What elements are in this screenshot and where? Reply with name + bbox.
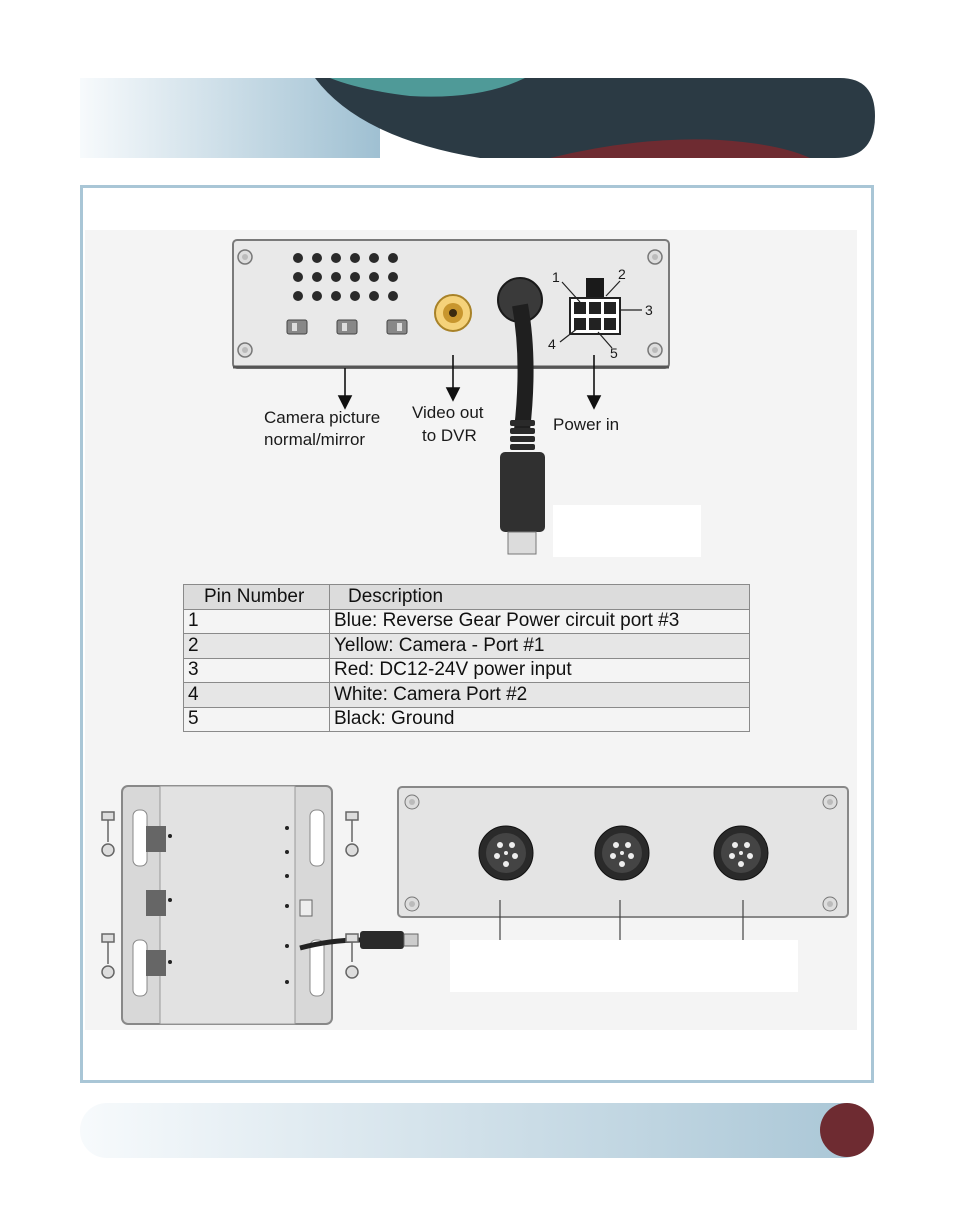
camera-port-connector-icon bbox=[595, 826, 649, 880]
screw-icon bbox=[648, 250, 662, 264]
description-cell: Yellow: Camera - Port #1 bbox=[330, 634, 750, 659]
grille-dot bbox=[350, 272, 360, 282]
mirror-switch-icon bbox=[337, 320, 357, 334]
grille-dot bbox=[350, 291, 360, 301]
grille-dot bbox=[369, 253, 379, 263]
pin-cell: 5 bbox=[184, 707, 330, 732]
screw-icon bbox=[238, 250, 252, 264]
grille-dot bbox=[369, 272, 379, 282]
label-video-out: Video out bbox=[412, 403, 484, 422]
label-camera-picture: Camera picture bbox=[264, 408, 381, 427]
mirror-switch-icon bbox=[287, 320, 307, 334]
grille-dot bbox=[331, 272, 341, 282]
grille-dot bbox=[293, 253, 303, 263]
mirror-switch-icon bbox=[387, 320, 407, 334]
pin-callout-4: 4 bbox=[548, 336, 556, 352]
screw-icon bbox=[405, 795, 419, 809]
label-power-in: Power in bbox=[553, 415, 620, 434]
grille-dot bbox=[331, 291, 341, 301]
grille-dot bbox=[312, 272, 322, 282]
footer-dot-icon bbox=[820, 1103, 874, 1157]
grille-dot bbox=[388, 272, 398, 282]
grille-dot bbox=[388, 291, 398, 301]
pin-callout-2: 2 bbox=[618, 266, 626, 282]
grille-dot bbox=[331, 253, 341, 263]
grille-dot bbox=[312, 253, 322, 263]
description-cell: White: Camera Port #2 bbox=[330, 683, 750, 708]
pin-table bbox=[183, 584, 750, 732]
blank-patch bbox=[553, 505, 701, 557]
grille-dot bbox=[350, 253, 360, 263]
grille-dot bbox=[312, 291, 322, 301]
pin-cell: 1 bbox=[184, 609, 330, 634]
pin-cell: 2 bbox=[184, 634, 330, 659]
table-row bbox=[184, 609, 750, 634]
table-row bbox=[184, 683, 750, 708]
grille-dot bbox=[293, 272, 303, 282]
pin-cell: 4 bbox=[184, 683, 330, 708]
pin-callout-1: 1 bbox=[552, 269, 560, 285]
camera-port-connector-icon bbox=[714, 826, 768, 880]
pin-callout-5: 5 bbox=[610, 345, 618, 361]
table-header-row bbox=[184, 585, 750, 610]
table-row bbox=[184, 707, 750, 732]
grille-dot bbox=[388, 253, 398, 263]
header-banner bbox=[80, 78, 875, 158]
screw-icon bbox=[405, 897, 419, 911]
header-pin-number: Pin Number bbox=[184, 585, 330, 610]
footer-banner bbox=[80, 1103, 875, 1158]
screw-icon bbox=[238, 343, 252, 357]
blank-patch bbox=[450, 940, 798, 992]
camera-port-connector-icon bbox=[479, 826, 533, 880]
screw-icon bbox=[823, 795, 837, 809]
pin-callout-3: 3 bbox=[645, 302, 653, 318]
header-description: Description bbox=[330, 585, 750, 610]
description-cell: Blue: Reverse Gear Power circuit port #3 bbox=[330, 609, 750, 634]
table-row bbox=[184, 658, 750, 683]
label-normal-mirror: normal/mirror bbox=[264, 430, 366, 449]
description-cell: Black: Ground bbox=[330, 707, 750, 732]
pin-cell: 3 bbox=[184, 658, 330, 683]
grille-dot bbox=[369, 291, 379, 301]
rca-video-jack-icon bbox=[435, 295, 471, 331]
screw-icon bbox=[823, 897, 837, 911]
screw-icon bbox=[648, 343, 662, 357]
label-to-dvr: to DVR bbox=[422, 426, 477, 445]
table-row bbox=[184, 634, 750, 659]
grille-dot bbox=[293, 291, 303, 301]
description-cell: Red: DC12-24V power input bbox=[330, 658, 750, 683]
